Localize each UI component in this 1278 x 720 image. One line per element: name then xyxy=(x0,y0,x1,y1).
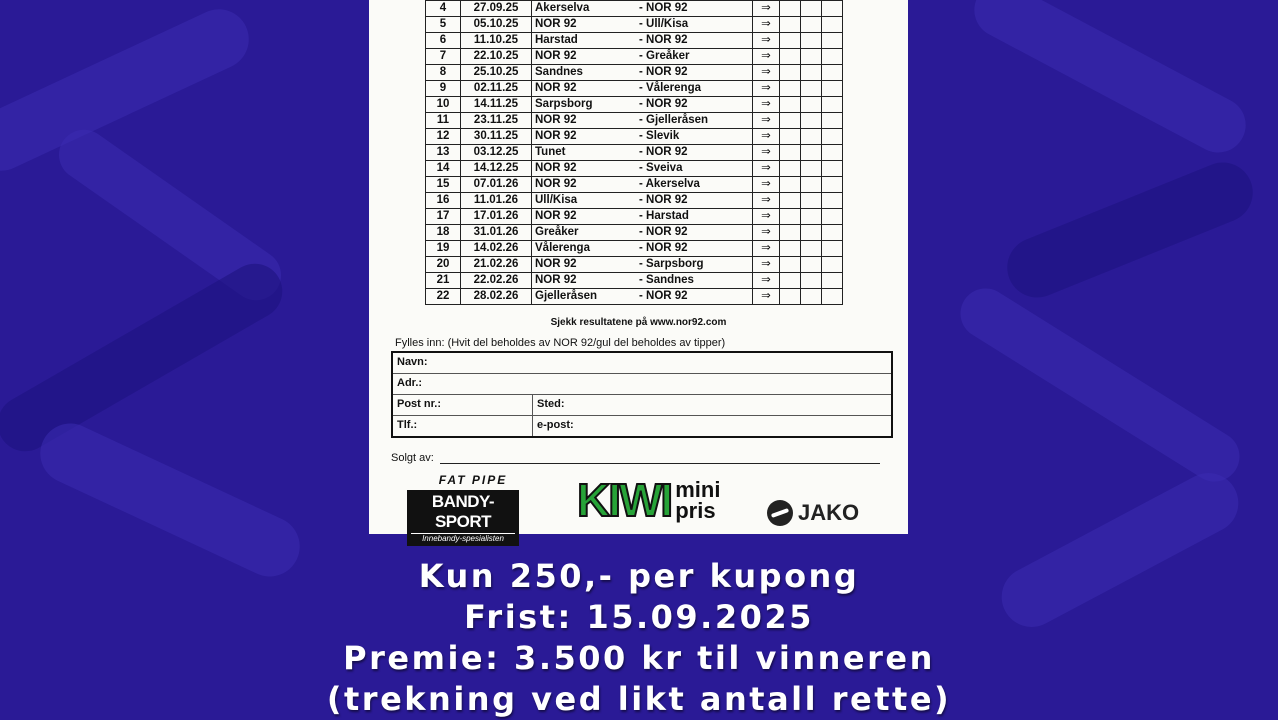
fixture-row xyxy=(426,241,843,257)
fixture-home-team: Ull/Kisa xyxy=(532,193,637,209)
tip-box-2[interactable] xyxy=(822,145,843,161)
fixture-date: 22.02.26 xyxy=(461,273,532,289)
fixture-date: 25.10.25 xyxy=(461,65,532,81)
fill-instructions: Fylles inn: (Hvit del beholdes av NOR 92/gul del beholdes av tipper) xyxy=(395,337,726,349)
tip-box-1[interactable] xyxy=(780,1,801,17)
fixture-home-team: Vålerenga xyxy=(532,241,637,257)
tip-box-1[interactable] xyxy=(780,33,801,49)
kiwi-minipris-logo xyxy=(577,476,720,524)
tip-box-2[interactable] xyxy=(822,273,843,289)
fixture-away-team: - Harstad xyxy=(636,209,753,225)
jako-logo-text: JAKO xyxy=(798,500,860,525)
fixture-date: 11.10.25 xyxy=(461,33,532,49)
arrow-icon: ⇒ xyxy=(753,193,780,209)
fixture-number: 5 xyxy=(426,17,461,33)
fixture-row xyxy=(426,177,843,193)
tip-box-1[interactable] xyxy=(780,177,801,193)
tip-box-x[interactable] xyxy=(801,289,822,305)
bandysport-title: BANDY-SPORT xyxy=(431,492,495,531)
tip-box-x[interactable] xyxy=(801,209,822,225)
tip-box-2[interactable] xyxy=(822,113,843,129)
tip-box-x[interactable] xyxy=(801,65,822,81)
fixture-row xyxy=(426,49,843,65)
tip-box-2[interactable] xyxy=(822,17,843,33)
fixture-date: 07.01.26 xyxy=(461,177,532,193)
tip-box-1[interactable] xyxy=(780,145,801,161)
fixture-row xyxy=(426,81,843,97)
arrow-icon: ⇒ xyxy=(753,113,780,129)
arrow-icon: ⇒ xyxy=(753,241,780,257)
tip-box-2[interactable] xyxy=(822,225,843,241)
fixture-number: 20 xyxy=(426,257,461,273)
fixture-home-team: NOR 92 xyxy=(532,177,637,193)
tip-box-2[interactable] xyxy=(822,209,843,225)
fixture-number: 4 xyxy=(426,1,461,17)
tip-box-2[interactable] xyxy=(822,65,843,81)
tip-box-1[interactable] xyxy=(780,129,801,145)
fixture-date: 31.01.26 xyxy=(461,225,532,241)
fixture-home-team: Gjelleråsen xyxy=(532,289,637,305)
fixture-number: 16 xyxy=(426,193,461,209)
fixture-home-team: Akerselva xyxy=(532,1,637,17)
fixture-number: 10 xyxy=(426,97,461,113)
fixture-row xyxy=(426,33,843,49)
fixture-number: 15 xyxy=(426,177,461,193)
arrow-icon: ⇒ xyxy=(753,17,780,33)
fixture-away-team: - Slevik xyxy=(636,129,753,145)
tiebreak-line: (trekning ved likt antall rette) xyxy=(326,680,952,718)
tip-box-x[interactable] xyxy=(801,81,822,97)
fixture-home-team: Harstad xyxy=(532,33,637,49)
tip-box-1[interactable] xyxy=(780,209,801,225)
fixture-home-team: NOR 92 xyxy=(532,273,637,289)
fixtures-table xyxy=(425,0,843,305)
fixture-away-team: - NOR 92 xyxy=(636,241,753,257)
tip-box-x[interactable] xyxy=(801,33,822,49)
fixture-date: 30.11.25 xyxy=(461,129,532,145)
fixture-away-team: - Gjelleråsen xyxy=(636,113,753,129)
fixture-date: 02.11.25 xyxy=(461,81,532,97)
arrow-icon: ⇒ xyxy=(753,65,780,81)
fixture-away-team: - NOR 92 xyxy=(636,193,753,209)
tip-box-1[interactable] xyxy=(780,273,801,289)
fixture-number: 21 xyxy=(426,273,461,289)
tip-box-x[interactable] xyxy=(801,241,822,257)
tip-box-2[interactable] xyxy=(822,81,843,97)
fixture-away-team: - Sarpsborg xyxy=(636,257,753,273)
tip-box-2[interactable] xyxy=(822,177,843,193)
email-field-label: e-post: xyxy=(537,419,574,431)
fixture-home-team: NOR 92 xyxy=(532,257,637,273)
arrow-icon: ⇒ xyxy=(753,257,780,273)
arrow-icon: ⇒ xyxy=(753,33,780,49)
fixture-home-team: Greåker xyxy=(532,225,637,241)
tip-box-2[interactable] xyxy=(822,241,843,257)
fixture-number: 14 xyxy=(426,161,461,177)
fixture-date: 21.02.26 xyxy=(461,257,532,273)
tip-box-1[interactable] xyxy=(780,225,801,241)
tip-box-x[interactable] xyxy=(801,97,822,113)
fixture-row xyxy=(426,65,843,81)
kiwi-mini-text: mini xyxy=(675,477,721,502)
tip-box-x[interactable] xyxy=(801,273,822,289)
fixture-row xyxy=(426,113,843,129)
tip-box-2[interactable] xyxy=(822,161,843,177)
tip-box-x[interactable] xyxy=(801,129,822,145)
tip-box-x[interactable] xyxy=(801,113,822,129)
tip-box-x[interactable] xyxy=(801,145,822,161)
fixture-home-team: NOR 92 xyxy=(532,129,637,145)
fixture-row xyxy=(426,161,843,177)
tip-box-x[interactable] xyxy=(801,193,822,209)
fixture-away-team: - NOR 92 xyxy=(636,65,753,81)
arrow-icon: ⇒ xyxy=(753,1,780,17)
fixture-home-team: NOR 92 xyxy=(532,161,637,177)
jako-logo xyxy=(767,500,859,526)
fixture-away-team: - NOR 92 xyxy=(636,33,753,49)
fixture-number: 18 xyxy=(426,225,461,241)
kiwi-pris-text: pris xyxy=(675,498,716,523)
fixture-date: 11.01.26 xyxy=(461,193,532,209)
fixture-away-team: - Akerselva xyxy=(636,177,753,193)
tip-box-2[interactable] xyxy=(822,33,843,49)
fixture-date: 14.11.25 xyxy=(461,97,532,113)
fixture-home-team: NOR 92 xyxy=(532,17,637,33)
fixture-number: 7 xyxy=(426,49,461,65)
tip-box-1[interactable] xyxy=(780,113,801,129)
bandysport-subtitle: Innebandy-spesialisten xyxy=(411,533,515,543)
place-field-label: Sted: xyxy=(537,398,565,410)
tip-box-1[interactable] xyxy=(780,49,801,65)
fixture-number: 6 xyxy=(426,33,461,49)
fixture-row xyxy=(426,1,843,17)
fixture-row xyxy=(426,97,843,113)
fixture-row xyxy=(426,209,843,225)
fixture-row xyxy=(426,17,843,33)
tip-box-1[interactable] xyxy=(780,257,801,273)
tip-box-x[interactable] xyxy=(801,257,822,273)
name-field-label: Navn: xyxy=(397,356,428,368)
tip-box-1[interactable] xyxy=(780,17,801,33)
tip-box-1[interactable] xyxy=(780,97,801,113)
fixture-number: 13 xyxy=(426,145,461,161)
tip-box-x[interactable] xyxy=(801,177,822,193)
tip-box-1[interactable] xyxy=(780,161,801,177)
tip-box-1[interactable] xyxy=(780,65,801,81)
fixture-away-team: - NOR 92 xyxy=(636,289,753,305)
fixture-away-team: - Vålerenga xyxy=(636,81,753,97)
fixture-away-team: - Greåker xyxy=(636,49,753,65)
arrow-icon: ⇒ xyxy=(753,129,780,145)
jako-logo-icon xyxy=(767,500,793,526)
fixture-date: 14.12.25 xyxy=(461,161,532,177)
fixture-home-team: NOR 92 xyxy=(532,81,637,97)
fixture-away-team: - Sveiva xyxy=(636,161,753,177)
fixture-date: 17.01.26 xyxy=(461,209,532,225)
fixture-home-team: NOR 92 xyxy=(532,209,637,225)
tip-box-1[interactable] xyxy=(780,241,801,257)
prize-line: Premie: 3.500 kr til vinneren xyxy=(343,639,935,677)
tip-box-1[interactable] xyxy=(780,81,801,97)
sold-by-label: Solgt av: xyxy=(391,452,434,464)
tip-box-2[interactable] xyxy=(822,129,843,145)
fixture-away-team: - Sandnes xyxy=(636,273,753,289)
tip-box-x[interactable] xyxy=(801,1,822,17)
coupon-sheet xyxy=(369,0,908,543)
fixture-row xyxy=(426,129,843,145)
kiwi-logo-text: KIWI xyxy=(577,474,672,526)
fixture-away-team: - NOR 92 xyxy=(636,97,753,113)
fixture-date: 22.10.25 xyxy=(461,49,532,65)
fatpipe-bandysport-logo xyxy=(405,473,541,546)
deadline-line: Frist: 15.09.2025 xyxy=(464,598,814,636)
sold-by-line xyxy=(391,451,880,464)
fixture-away-team: - Ull/Kisa xyxy=(636,17,753,33)
fixture-date: 28.02.26 xyxy=(461,289,532,305)
fixture-row xyxy=(426,145,843,161)
tip-box-1[interactable] xyxy=(780,289,801,305)
fixture-number: 17 xyxy=(426,209,461,225)
fixture-row xyxy=(426,273,843,289)
tip-box-x[interactable] xyxy=(801,17,822,33)
arrow-icon: ⇒ xyxy=(753,49,780,65)
arrow-icon: ⇒ xyxy=(753,161,780,177)
fixture-date: 27.09.25 xyxy=(461,1,532,17)
sold-by-underline xyxy=(440,451,880,464)
fixture-date: 23.11.25 xyxy=(461,113,532,129)
postal-code-field-label: Post nr.: xyxy=(393,395,533,415)
tip-box-2[interactable] xyxy=(822,289,843,305)
tip-box-x[interactable] xyxy=(801,49,822,65)
fixture-number: 8 xyxy=(426,65,461,81)
arrow-icon: ⇒ xyxy=(753,225,780,241)
phone-field-label: Tlf.: xyxy=(393,416,533,436)
tip-box-x[interactable] xyxy=(801,161,822,177)
bandysport-logo xyxy=(407,490,519,546)
tip-box-1[interactable] xyxy=(780,193,801,209)
fixture-date: 05.10.25 xyxy=(461,17,532,33)
arrow-icon: ⇒ xyxy=(753,97,780,113)
arrow-icon: ⇒ xyxy=(753,273,780,289)
arrow-icon: ⇒ xyxy=(753,81,780,97)
fixture-number: 22 xyxy=(426,289,461,305)
fixture-date: 03.12.25 xyxy=(461,145,532,161)
contact-form xyxy=(391,351,893,438)
arrow-icon: ⇒ xyxy=(753,177,780,193)
fixture-number: 12 xyxy=(426,129,461,145)
fixture-away-team: - NOR 92 xyxy=(636,1,753,17)
address-field-label: Adr.: xyxy=(397,377,423,389)
arrow-icon: ⇒ xyxy=(753,145,780,161)
tip-box-2[interactable] xyxy=(822,257,843,273)
tip-box-2[interactable] xyxy=(822,193,843,209)
fixture-home-team: Sandnes xyxy=(532,65,637,81)
fixture-number: 9 xyxy=(426,81,461,97)
fixture-away-team: - NOR 92 xyxy=(636,225,753,241)
fixture-date: 14.02.26 xyxy=(461,241,532,257)
fixture-number: 19 xyxy=(426,241,461,257)
arrow-icon: ⇒ xyxy=(753,289,780,305)
fixture-home-team: NOR 92 xyxy=(532,113,637,129)
fixture-row xyxy=(426,257,843,273)
fixture-home-team: Sarpsborg xyxy=(532,97,637,113)
fixture-row xyxy=(426,193,843,209)
tip-box-2[interactable] xyxy=(822,1,843,17)
tip-box-2[interactable] xyxy=(822,49,843,65)
tip-box-x[interactable] xyxy=(801,225,822,241)
fixture-row xyxy=(426,289,843,305)
fixture-row xyxy=(426,225,843,241)
fixture-home-team: NOR 92 xyxy=(532,49,637,65)
fixture-home-team: Tunet xyxy=(532,145,637,161)
results-website-note: Sjekk resultatene på www.nor92.com xyxy=(550,317,727,328)
fatpipe-logo-text: FAT PIPE xyxy=(438,473,508,487)
tip-box-2[interactable] xyxy=(822,97,843,113)
promo-text xyxy=(0,556,1278,720)
price-line: Kun 250,- per kupong xyxy=(418,557,860,595)
arrow-icon: ⇒ xyxy=(753,209,780,225)
fixture-away-team: - NOR 92 xyxy=(636,145,753,161)
fixture-number: 11 xyxy=(426,113,461,129)
